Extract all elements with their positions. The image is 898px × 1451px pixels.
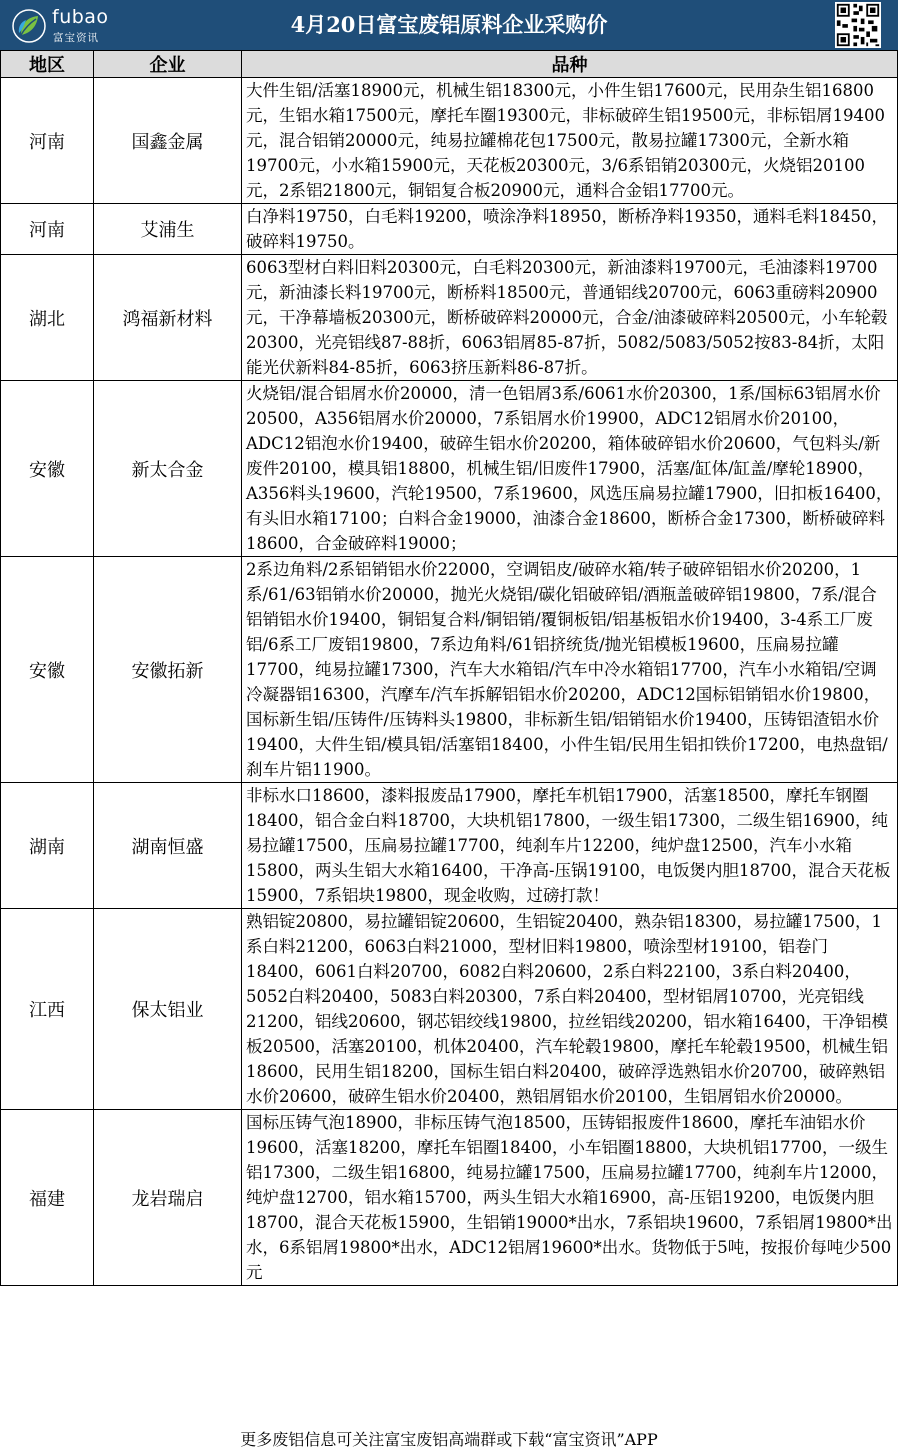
region-cell: 湖北 [1,255,94,381]
logo-subtext: 富宝资讯 [53,32,99,44]
region-cell: 河南 [1,204,94,255]
company-cell: 鸿福新材料 [94,255,242,381]
table-row [1,255,898,381]
header-bar [0,0,898,50]
table-row [1,909,898,1110]
table-row [1,1110,898,1286]
qr-code-icon [835,2,881,48]
company-cell: 湖南恒盛 [94,783,242,909]
table-row [1,204,898,255]
table-row [1,78,898,204]
items-cell: 6063型材白料旧料20300元，白毛料20300元，新油漆料19700元，毛油漆料19700元，新油漆长料19700元，断桥料18500元，普通铝线20700元，6063重磅料20900元，干净幕墙板20300元，断桥破碎料20000元，合金/油漆破碎料20500元，小车轮毂20300，光亮铝线87-88折，6063铝屑85-87折，5082/5083/5052按83-84折，太阳能光伏新料84-85折，6063挤压新料86-87折。 [242,255,898,381]
table-row [1,557,898,783]
footer-note: 更多废铝信息可关注富宝废铝高端群或下载“富宝资讯”APP [240,1430,658,1449]
items-cell: 白净料19750，白毛料19200，喷涂净料18950，断桥净料19350，通料毛料18450，破碎料19750。 [242,204,898,255]
items-cell: 大件生铝/活塞18900元，机械生铝18300元，小件生铝17600元，民用杂生铝16800元，生铝水箱17500元，摩托车圈19300元，非标破碎生铝19500元，非标铝屑19400元，混合铝销20000元，纯易拉罐棉花包17500元，散易拉罐17300元，全新水箱19700元，小水箱15900元，天花板20300元，3/6系铝销20300元，火烧铝20100元，2系铝21800元，铜铝复合板20900元，通料合金铝17700元。 [242,78,898,204]
company-cell: 艾浦生 [94,204,242,255]
region-cell: 安徽 [1,381,94,557]
company-cell: 安徽拓新 [94,557,242,783]
page-title: 4月20日富宝废铝原料企业采购价 [290,12,608,37]
items-cell: 熟铝锭20800，易拉罐铝锭20600，生铝锭20400，熟杂铝18300，易拉罐17500，1系白料21200，6063白料21000，型材旧料19800，喷涂型材19100，铝卷门18400，6061白料20700，6082白料20600，2系白料22100，3系白料20400，5052白料20400，5083白料20300，7系白料20400，型材铝屑10700，光亮铝线21200，铝线20600，钢芯铝绞线19800，拉丝铝线20200，铝水箱16400，干净铝模板20500，活塞20100，机体20400，汽车轮毂19800，摩托车轮毂19500，机械生铝18600，民用生铝18200，国标生铝白料20400，破碎浮选熟铝水价20700，破碎熟铝水价20600，破碎生铝水价20400，熟铝屑铝水价20100，生铝屑铝水价20000。 [242,909,898,1110]
table-row [1,381,898,557]
column-header-company: 企业 [94,51,242,78]
region-cell: 河南 [1,78,94,204]
region-cell: 安徽 [1,557,94,783]
items-cell: 非标水口18600，漆料报废品17900，摩托车机铝17900，活塞18500，摩托车钢圈18400，铝合金白料18700，大块机铝17800，一级生铝17300，二级生铝16900，纯易拉罐17500，压扁易拉罐17700，纯刹车片12200，纯炉盘12500，汽车小水箱15800，两头生铝大水箱16400，干净高-压锅19100，电饭煲内胆18700，混合天花板15900，7系铝块19800，现金收购，过磅打款！ [242,783,898,909]
price-table [0,50,898,1286]
logo-brand-text: fubao [52,6,109,28]
table-row [1,783,898,909]
region-cell: 福建 [1,1110,94,1286]
column-header-region: 地区 [1,51,94,78]
company-cell: 国鑫金属 [94,78,242,204]
company-cell: 保太铝业 [94,909,242,1110]
company-cell: 新太合金 [94,381,242,557]
company-cell: 龙岩瑞启 [94,1110,242,1286]
table-header-row [1,51,898,78]
items-cell: 2系边角料/2系铝销铝水价22000，空调铝皮/破碎水箱/转子破碎铝铝水价20200，1系/61/63铝销水价20000，抛光火烧铝/碳化铝破碎铝/酒瓶盖破碎铝19800，7系/混合铝销铝水价19400，铜铝复合料/铜铝销/覆铜板铝/铝基板铝水价19400，3-4系工厂废铝/6系工厂废铝19800，7系边角料/61铝挤统货/抛光铝模板19600，压扁易拉罐17700，纯易拉罐17300，汽车大水箱铝/汽车中冷水箱铝17700，汽车小水箱铝/空调冷凝器铝16300，汽摩车/汽车拆解铝铝水价20200，ADC12国标铝销铝水价19800，国标新生铝/压铸件/压铸料头19800，非标新生铝/铝销铝水价19400，压铸铝渣铝水价19400，大件生铝/模具铝/活塞铝18400，小件生铝/民用生铝扣铁价17200，电热盘铝/刹车片铝11900。 [242,557,898,783]
region-cell: 湖南 [1,783,94,909]
items-cell: 火烧铝/混合铝屑水价20000，清一色铝屑3系/6061水价20300，1系/国标63铝屑水价20500，A356铝屑水价20000，7系铝屑水价19900，ADC12铝屑水价20100，ADC12铝泡水价19400，破碎生铝水价20200，箱体破碎铝水价20600，气包料头/新废件20100，模具铝18800，机械生铝/旧废件17900，活塞/缸体/缸盖/摩轮18900，A356料头19600，汽轮19500，7系19600，风选压扁易拉罐17900，旧扣板16400，有头旧水箱17100；白料合金19000，油漆合金18600，断桥合金17300，断桥破碎料18600，合金破碎料19000； [242,381,898,557]
column-header-items: 品种 [242,51,898,78]
items-cell: 国标压铸气泡18900，非标压铸气泡18500，压铸铝报废件18600，摩托车油铝水价19600，活塞18200，摩托车铝圈18400，小车铝圈18800，大块机铝17700，一级生铝17300，二级生铝16800，纯易拉罐17500，压扁易拉罐17700，纯刹车片12000，纯炉盘12700，铝水箱15700，两头生铝大水箱16900，高-压铝19200，电饭煲内胆18700，混合天花板15900，生铝销19000*出水，7系铝块19600，7系铝屑19800*出水，6系铝屑19800*出水，ADC12铝屑19600*出水。货物低于5吨，按报价每吨少500元 [242,1110,898,1286]
region-cell: 江西 [1,909,94,1110]
